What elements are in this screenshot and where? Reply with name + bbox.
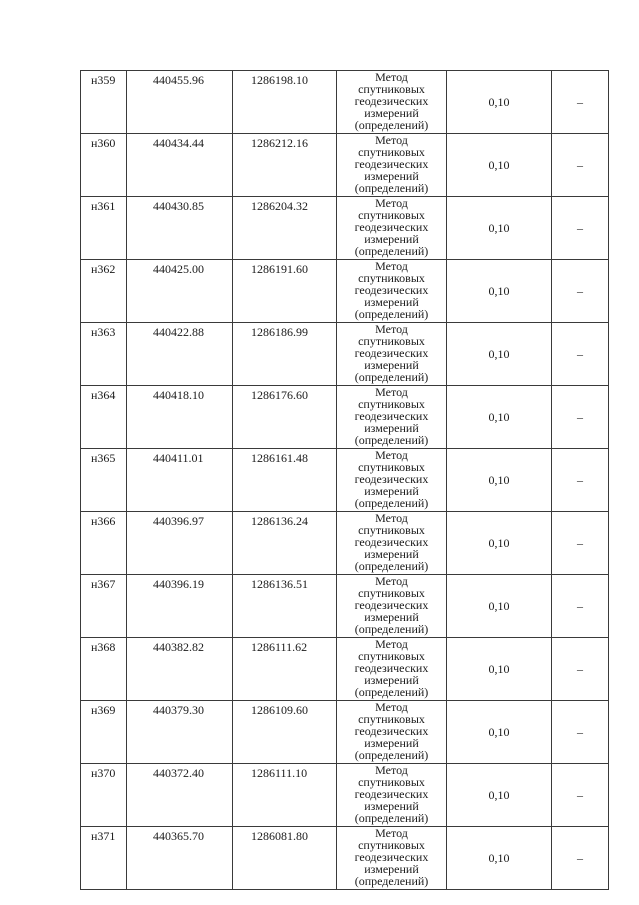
table-row xyxy=(81,575,609,638)
x-coordinate-cell: 440455.96 xyxy=(127,71,233,134)
y-coordinate-cell: 1286136.51 xyxy=(233,575,337,638)
method-line: Метод xyxy=(375,385,408,399)
table-row xyxy=(81,260,609,323)
method-line: геодезических xyxy=(354,598,429,612)
method-line: спутниковых xyxy=(358,397,425,411)
note-cell: – xyxy=(552,71,609,134)
note-cell: – xyxy=(552,386,609,449)
accuracy-cell: 0,10 xyxy=(447,827,552,890)
table-row xyxy=(81,197,609,260)
method-cell xyxy=(337,512,447,575)
method-cell xyxy=(337,260,447,323)
method-line: Метод xyxy=(375,574,408,588)
method-cell xyxy=(337,449,447,512)
method-line: Метод xyxy=(375,637,408,651)
method-line: спутниковых xyxy=(358,838,425,852)
method-line: измерений xyxy=(364,673,419,687)
method-line: спутниковых xyxy=(358,649,425,663)
accuracy-cell: 0,10 xyxy=(447,701,552,764)
method-line: измерений xyxy=(364,106,419,120)
table-row xyxy=(81,512,609,575)
table-row xyxy=(81,764,609,827)
method-cell xyxy=(337,386,447,449)
method-line: геодезических xyxy=(354,472,429,486)
note-cell: – xyxy=(552,323,609,386)
method-line: (определений) xyxy=(354,874,429,888)
accuracy-cell: 0,10 xyxy=(447,449,552,512)
method-line: геодезических xyxy=(354,535,429,549)
method-line: измерений xyxy=(364,610,419,624)
method-line: спутниковых xyxy=(358,82,425,96)
method-line: Метод xyxy=(375,70,408,84)
note-cell: – xyxy=(552,764,609,827)
method-line: спутниковых xyxy=(358,334,425,348)
method-line: измерений xyxy=(364,862,419,876)
y-coordinate-cell: 1286111.62 xyxy=(233,638,337,701)
method-cell xyxy=(337,575,447,638)
note-cell: – xyxy=(552,134,609,197)
table-row xyxy=(81,638,609,701)
method-cell xyxy=(337,323,447,386)
point-number-cell: н366 xyxy=(81,512,127,575)
method-line: (определений) xyxy=(354,685,429,699)
point-number-cell: н364 xyxy=(81,386,127,449)
method-line: геодезических xyxy=(354,157,429,171)
note-cell: – xyxy=(552,575,609,638)
point-number-cell: н362 xyxy=(81,260,127,323)
method-line: геодезических xyxy=(354,787,429,801)
method-line: Метод xyxy=(375,448,408,462)
method-line: (определений) xyxy=(354,433,429,447)
accuracy-cell: 0,10 xyxy=(447,512,552,575)
method-line: геодезических xyxy=(354,220,429,234)
method-line: Метод xyxy=(375,322,408,336)
coordinates-table-body xyxy=(81,71,609,890)
method-line: Метод xyxy=(375,133,408,147)
method-line: спутниковых xyxy=(358,208,425,222)
table-row xyxy=(81,134,609,197)
table-row xyxy=(81,827,609,890)
x-coordinate-cell: 440434.44 xyxy=(127,134,233,197)
method-line: спутниковых xyxy=(358,271,425,285)
point-number-cell: н369 xyxy=(81,701,127,764)
method-line: Метод xyxy=(375,826,408,840)
method-cell xyxy=(337,764,447,827)
method-cell xyxy=(337,71,447,134)
accuracy-cell: 0,10 xyxy=(447,71,552,134)
method-line: геодезических xyxy=(354,724,429,738)
table-row xyxy=(81,449,609,512)
method-line: (определений) xyxy=(354,559,429,573)
method-line: измерений xyxy=(364,736,419,750)
point-number-cell: н363 xyxy=(81,323,127,386)
y-coordinate-cell: 1286212.16 xyxy=(233,134,337,197)
note-cell: – xyxy=(552,827,609,890)
x-coordinate-cell: 440396.19 xyxy=(127,575,233,638)
point-number-cell: н359 xyxy=(81,71,127,134)
method-line: (определений) xyxy=(354,370,429,384)
y-coordinate-cell: 1286204.32 xyxy=(233,197,337,260)
note-cell: – xyxy=(552,197,609,260)
method-line: (определений) xyxy=(354,811,429,825)
accuracy-cell: 0,10 xyxy=(447,197,552,260)
method-line: (определений) xyxy=(354,307,429,321)
table-row xyxy=(81,71,609,134)
method-line: спутниковых xyxy=(358,712,425,726)
accuracy-cell: 0,10 xyxy=(447,323,552,386)
accuracy-cell: 0,10 xyxy=(447,134,552,197)
x-coordinate-cell: 440396.97 xyxy=(127,512,233,575)
method-line: (определений) xyxy=(354,496,429,510)
method-line: геодезических xyxy=(354,94,429,108)
method-line: спутниковых xyxy=(358,145,425,159)
method-line: Метод xyxy=(375,196,408,210)
method-line: измерений xyxy=(364,295,419,309)
y-coordinate-cell: 1286186.99 xyxy=(233,323,337,386)
method-line: геодезических xyxy=(354,661,429,675)
method-line: спутниковых xyxy=(358,523,425,537)
accuracy-cell: 0,10 xyxy=(447,764,552,827)
method-line: спутниковых xyxy=(358,460,425,474)
point-number-cell: н361 xyxy=(81,197,127,260)
method-line: спутниковых xyxy=(358,586,425,600)
method-line: измерений xyxy=(364,547,419,561)
note-cell: – xyxy=(552,701,609,764)
method-line: геодезических xyxy=(354,283,429,297)
table-row xyxy=(81,323,609,386)
accuracy-cell: 0,10 xyxy=(447,260,552,323)
method-cell xyxy=(337,134,447,197)
y-coordinate-cell: 1286198.10 xyxy=(233,71,337,134)
note-cell: – xyxy=(552,260,609,323)
method-line: Метод xyxy=(375,763,408,777)
method-line: спутниковых xyxy=(358,775,425,789)
method-line: измерений xyxy=(364,232,419,246)
y-coordinate-cell: 1286111.10 xyxy=(233,764,337,827)
method-line: геодезических xyxy=(354,409,429,423)
note-cell: – xyxy=(552,449,609,512)
accuracy-cell: 0,10 xyxy=(447,638,552,701)
method-line: Метод xyxy=(375,511,408,525)
method-cell xyxy=(337,197,447,260)
coordinates-table xyxy=(80,70,609,890)
method-line: измерений xyxy=(364,421,419,435)
x-coordinate-cell: 440411.01 xyxy=(127,449,233,512)
y-coordinate-cell: 1286109.60 xyxy=(233,701,337,764)
x-coordinate-cell: 440418.10 xyxy=(127,386,233,449)
table-row xyxy=(81,386,609,449)
note-cell: – xyxy=(552,512,609,575)
note-cell: – xyxy=(552,638,609,701)
method-line: измерений xyxy=(364,484,419,498)
method-line: Метод xyxy=(375,700,408,714)
method-line: измерений xyxy=(364,358,419,372)
x-coordinate-cell: 440382.82 xyxy=(127,638,233,701)
method-line: геодезических xyxy=(354,346,429,360)
x-coordinate-cell: 440379.30 xyxy=(127,701,233,764)
point-number-cell: н365 xyxy=(81,449,127,512)
method-line: (определений) xyxy=(354,118,429,132)
method-cell xyxy=(337,827,447,890)
y-coordinate-cell: 1286176.60 xyxy=(233,386,337,449)
method-line: (определений) xyxy=(354,622,429,636)
point-number-cell: н371 xyxy=(81,827,127,890)
y-coordinate-cell: 1286161.48 xyxy=(233,449,337,512)
method-line: (определений) xyxy=(354,244,429,258)
method-line: (определений) xyxy=(354,748,429,762)
point-number-cell: н368 xyxy=(81,638,127,701)
method-line: измерений xyxy=(364,169,419,183)
x-coordinate-cell: 440422.88 xyxy=(127,323,233,386)
method-line: геодезических xyxy=(354,850,429,864)
y-coordinate-cell: 1286136.24 xyxy=(233,512,337,575)
point-number-cell: н367 xyxy=(81,575,127,638)
method-cell xyxy=(337,638,447,701)
point-number-cell: н360 xyxy=(81,134,127,197)
point-number-cell: н370 xyxy=(81,764,127,827)
table-row xyxy=(81,701,609,764)
x-coordinate-cell: 440430.85 xyxy=(127,197,233,260)
method-cell xyxy=(337,701,447,764)
x-coordinate-cell: 440365.70 xyxy=(127,827,233,890)
method-line: Метод xyxy=(375,259,408,273)
x-coordinate-cell: 440372.40 xyxy=(127,764,233,827)
x-coordinate-cell: 440425.00 xyxy=(127,260,233,323)
accuracy-cell: 0,10 xyxy=(447,386,552,449)
method-line: измерений xyxy=(364,799,419,813)
accuracy-cell: 0,10 xyxy=(447,575,552,638)
y-coordinate-cell: 1286081.80 xyxy=(233,827,337,890)
method-line: (определений) xyxy=(354,181,429,195)
y-coordinate-cell: 1286191.60 xyxy=(233,260,337,323)
